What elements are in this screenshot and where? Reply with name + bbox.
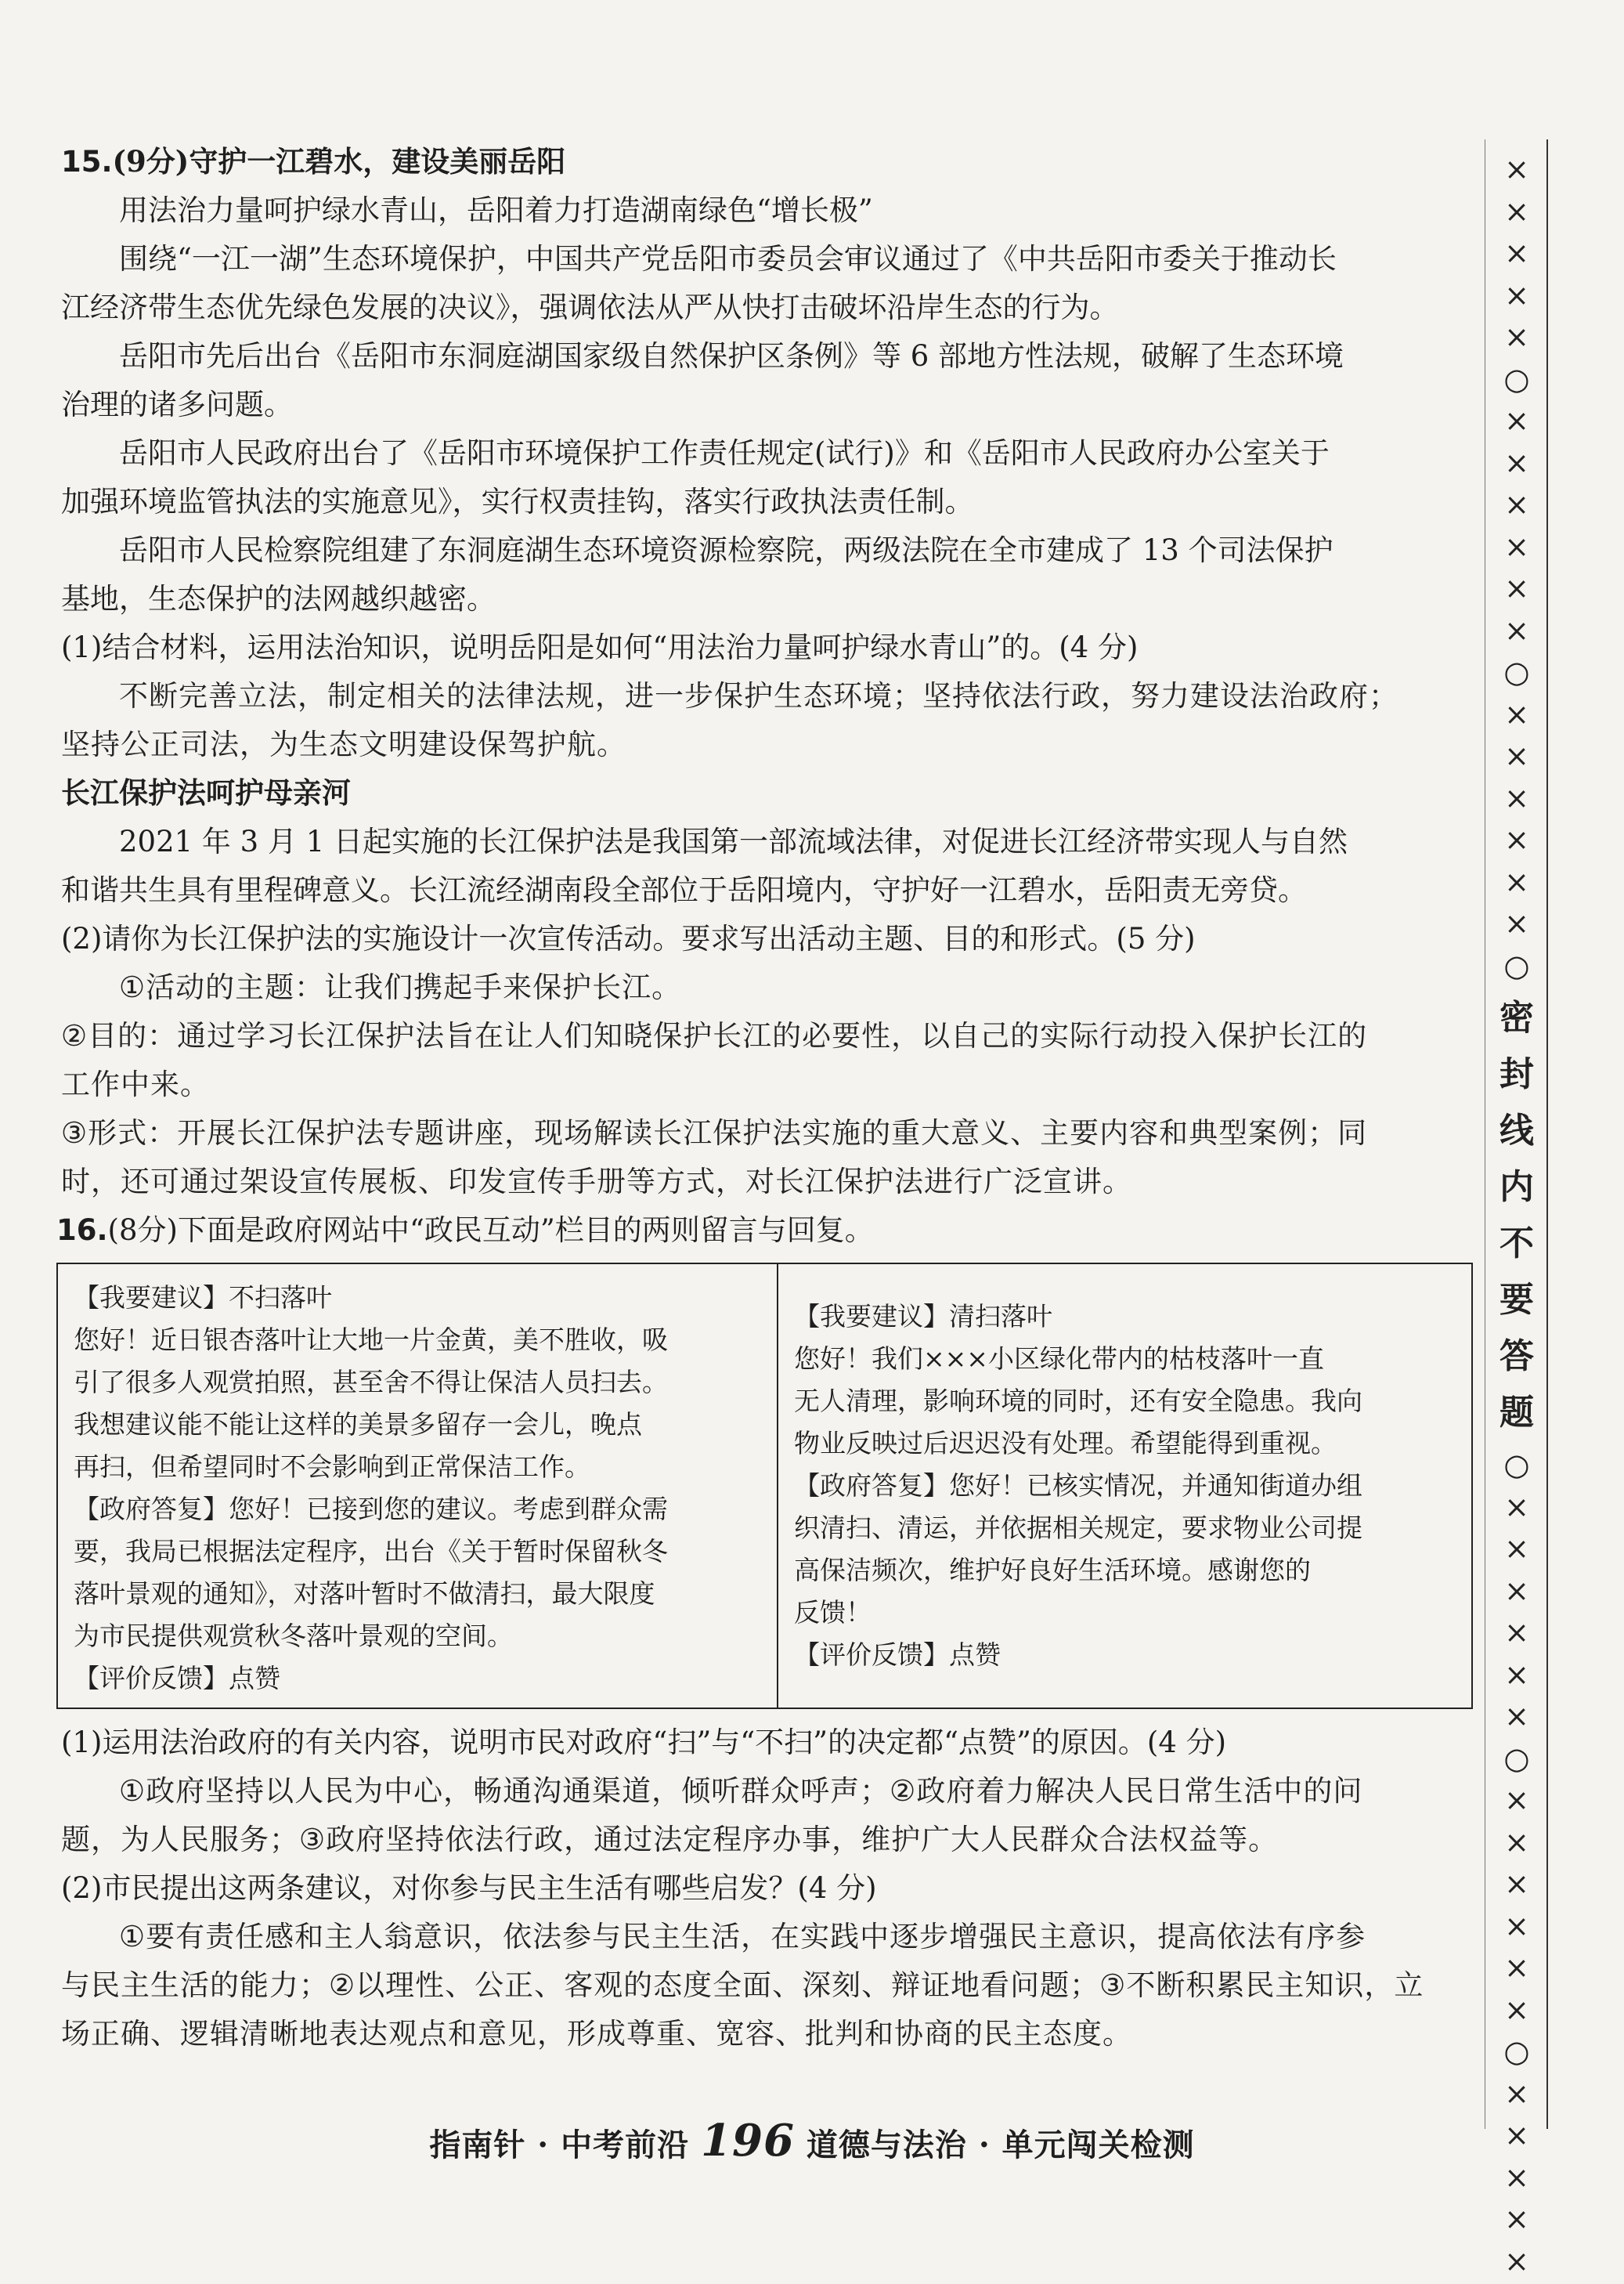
q15-question-1: (1)结合材料，运用法治知识，说明岳阳是如何“用法治力量呵护绿水青山”的。(4 分) [61, 631, 1139, 664]
seal-mark: × [1504, 1489, 1529, 1524]
seal-mark: × [1504, 1867, 1529, 1901]
box-left-line: 为市民提供观赏秋冬落叶景观的空间。 [74, 1621, 513, 1651]
box-right-line: 反馈！ [794, 1597, 872, 1628]
q16-question-2: (2)市民提出这两条建议，对你参与民主生活有哪些启发？(4 分) [61, 1871, 877, 1905]
seal-mark: ○ [1503, 948, 1530, 983]
seal-mark: × [1504, 1783, 1529, 1817]
box-right-line: 【评价反馈】点赞 [794, 1639, 1001, 1670]
seal-mark: ○ [1503, 655, 1530, 689]
seal-mark: × [1504, 2243, 1529, 2279]
seal-mark: ○ [1503, 1447, 1530, 1482]
seal-char: 密 [1499, 998, 1534, 1038]
q16-answer-2-line-2: 与民主生活的能力；②以理性、公正、客观的态度全面、深刻、辩证地看问题；③不断积累民主知识，立 [61, 1968, 1424, 2002]
q15-paragraph-4-line-2: 基地，生态保护的法网越织越密。 [61, 582, 496, 616]
seal-text [1489, 993, 1544, 1438]
seal-mark: × [1504, 193, 1529, 229]
message-box-sweep [778, 1264, 1471, 1708]
q16-intro: (8分)下面是政府网站中“政民互动”栏目的两则留言与回复。 [107, 1213, 874, 1247]
seal-mark: × [1504, 445, 1529, 480]
seal-mark: × [1504, 613, 1529, 648]
q16-answer-1-line-2: 题，为人民服务；③政府坚持依法行政，通过法定程序办事，维护广大人民群众合法权益等。 [61, 1823, 1279, 1856]
seal-mark: × [1504, 780, 1529, 815]
q15-answer-2-goal-line-2: 工作中来。 [61, 1068, 210, 1101]
box-right-line: 高保洁频次，维护好良好生活环境。感谢您的 [794, 1555, 1311, 1585]
seal-mark: × [1504, 571, 1529, 605]
seal-mark: × [1504, 906, 1529, 941]
box-right-line: 物业反映过后迟迟没有处理。希望能得到重视。 [794, 1428, 1337, 1458]
seal-mark: × [1504, 2202, 1529, 2236]
seal-line-sidebar [1489, 149, 1544, 2282]
box-left-line: 【评价反馈】点赞 [74, 1663, 280, 1693]
seal-mark: × [1504, 1699, 1529, 1733]
box-left-line: 【政府答复】您好！已接到您的建议。考虑到群众需 [74, 1494, 668, 1524]
box-left-line: 再扫，但希望同时不会影响到正常保洁工作。 [74, 1451, 590, 1482]
message-box-no-sweep [58, 1264, 778, 1708]
box-right-line: 无人清理，影响环境的同时，还有安全隐患。我向 [794, 1386, 1362, 1416]
q15-answer-2-theme: ①活动的主题：让我们携起手来保护长江。 [119, 970, 682, 1004]
seal-mark: × [1504, 320, 1529, 354]
seal-char: 要 [1499, 1280, 1534, 1320]
box-left-line: 我想建议能不能让这样的美景多留存一会儿，晚点 [74, 1409, 642, 1440]
seal-mark: × [1504, 277, 1529, 313]
q15-paragraph-5-line-2: 和谐共生具有里程碑意义。长江流经湖南段全部位于岳阳境内，守护好一江碧水，岳阳责无旁贷。 [61, 873, 1307, 907]
box-right-line: 织清扫、清运，并依据相关规定，要求物业公司提 [794, 1512, 1362, 1543]
q15-paragraph-4-line-1: 岳阳市人民检察院组建了东洞庭湖生态环境资源检察院，两级法院在全市建成了 13 个司法保护 [119, 533, 1333, 567]
q15-paragraph-3-line-2: 加强环境监管执法的实施意见》，实行权责挂钩，落实行政执法责任制。 [61, 485, 974, 519]
q15-paragraph-1-line-1: 围绕“一江一湖”生态环境保护，中国共产党岳阳市委员会审议通过了《中共岳阳市委关于推动长 [119, 242, 1337, 276]
box-right-line: 【政府答复】您好！已核实情况，并通知街道办组 [794, 1470, 1362, 1501]
footer-left: 指南针 · 中考前沿 [429, 2127, 690, 2163]
seal-char: 内 [1499, 1167, 1534, 1207]
seal-mark: × [1504, 1908, 1529, 1943]
seal-mark: ○ [1503, 2034, 1530, 2069]
q15-answer-2-form-line-2: 时，还可通过架设宣传展板、印发宣传手册等方式，对长江保护法进行广泛宣讲。 [61, 1165, 1132, 1198]
q15-number: 15. [61, 145, 113, 179]
q15-paragraph-2-line-1: 岳阳市先后出台《岳阳市东洞庭湖国家级自然保护区条例》等 6 部地方性法规，破解了生态环境 [119, 339, 1344, 373]
q16-answer-2-line-1: ①要有责任感和主人翁意识，依法参与民主生活，在实践中逐步增强民主意识，提高依法有序参 [119, 1920, 1366, 1953]
q16-heading [56, 1206, 1463, 1255]
q15-answer-2-form-line-1: ③形式：开展长江保护法专题讲座，现场解读长江保护法实施的重大意义、主要内容和典型案例；同 [61, 1116, 1368, 1150]
seal-char: 答 [1499, 1336, 1534, 1376]
question-content [56, 137, 1463, 2058]
box-left-line: 您好！近日银杏落叶让大地一片金黄，美不胜收，吸 [74, 1325, 668, 1355]
box-left-line: 【我要建议】不扫落叶 [74, 1282, 332, 1313]
q15-title: 守护一江碧水，建设美丽岳阳 [189, 145, 566, 179]
q15-score: (9分) [112, 144, 189, 179]
q15-paragraph-3-line-1: 岳阳市人民政府出台了《岳阳市环境保护工作责任规定(试行)》和《岳阳市人民政府办公室关于 [119, 436, 1330, 470]
seal-mark: × [1504, 2118, 1529, 2152]
seal-mark: × [1504, 1657, 1529, 1692]
seal-char: 题 [1499, 1393, 1534, 1433]
seal-mark: × [1504, 696, 1529, 732]
box-left-line: 引了很多人观赏拍照，甚至舍不得让保洁人员扫去。 [74, 1367, 668, 1397]
seal-mark: × [1504, 1824, 1529, 1859]
seal-mark: × [1504, 1531, 1529, 1566]
q15-answer-2-goal-line-1: ②目的：通过学习长江保护法旨在让人们知晓保护长江的必要性，以自己的实际行动投入保护长江的 [61, 1019, 1368, 1053]
box-left-line: 要，我局已根据法定程序，出台《关于暂时保留秋冬 [74, 1536, 668, 1567]
q15-paragraph-5-line-1: 2021 年 3 月 1 日起实施的长江保护法是我国第一部流域法律，对促进长江经济带实现人与自然 [119, 825, 1348, 858]
seal-mark: × [1504, 2159, 1529, 2195]
seal-char: 线 [1499, 1111, 1534, 1151]
box-right-line: 您好！我们×××小区绿化带内的枯枝落叶一直 [794, 1343, 1324, 1374]
box-right-line: 【我要建议】清扫落叶 [794, 1301, 1052, 1332]
q16-message-boxes [56, 1263, 1473, 1709]
seal-marks-top [1489, 149, 1544, 987]
seal-mark: × [1504, 487, 1529, 522]
seal-mark: × [1504, 529, 1529, 564]
q15-question-2: (2)请你为长江保护法的实施设计一次宣传活动。要求写出活动主题、目的和形式。(5 分) [61, 922, 1196, 956]
q15-paragraph-1-line-2: 江经济带生态优先绿色发展的决议》，强调依法从严从快打击破坏沿岸生态的行为。 [61, 291, 1119, 324]
q16-number: 16. [56, 1213, 108, 1247]
q15-heading [61, 137, 1463, 186]
seal-mark: × [1504, 1573, 1529, 1608]
q15-answer-1-line-2: 坚持公正司法，为生态文明建设保驾护航。 [61, 728, 626, 761]
seal-mark: × [1504, 2076, 1529, 2111]
seal-mark: × [1504, 1615, 1529, 1650]
seal-mark: × [1504, 403, 1529, 438]
box-left-line: 落叶景观的通知》，对落叶暂时不做清扫，最大限度 [74, 1578, 655, 1609]
seal-line-outer [1546, 139, 1548, 2129]
q15-subtitle-1: 用法治力量呵护绿水青山，岳阳着力打造湖南绿色“增长极” [119, 193, 873, 227]
seal-mark: ○ [1503, 1740, 1530, 1776]
seal-mark: × [1504, 236, 1529, 270]
seal-mark: ○ [1503, 361, 1530, 396]
seal-mark: × [1504, 1950, 1529, 1985]
q15-answer-1-line-1: 不断完善立法，制定相关的法律法规，进一步保护生态环境；坚持依法行政，努力建设法治政府； [119, 679, 1398, 713]
footer-right: 道德与法治 · 单元闯关检测 [806, 2127, 1195, 2163]
q16-question-1: (1)运用法治政府的有关内容，说明市民对政府“扫”与“不扫”的决定都“点赞”的原因。(4 分) [61, 1726, 1227, 1759]
seal-char: 不 [1499, 1223, 1534, 1263]
page-number: 196 [701, 2115, 795, 2167]
q16-answer-2-line-3: 场正确、逻辑清晰地表达观点和意见，形成尊重、宽容、批判和协商的民主态度。 [61, 2017, 1132, 2051]
seal-char: 封 [1499, 1054, 1534, 1094]
seal-mark: × [1504, 864, 1529, 899]
seal-mark: × [1504, 822, 1529, 857]
seal-mark: × [1504, 1992, 1529, 2027]
page-footer [0, 2115, 1624, 2167]
seal-mark: × [1504, 152, 1529, 186]
q15-paragraph-2-line-2: 治理的诸多问题。 [61, 388, 293, 421]
q15-subtitle-2: 长江保护法呵护母亲河 [61, 776, 351, 810]
seal-mark: × [1504, 739, 1529, 773]
q16-answer-1-line-1: ①政府坚持以人民为中心，畅通沟通渠道，倾听群众呼声；②政府着力解决人民日常生活中的问 [119, 1774, 1363, 1808]
